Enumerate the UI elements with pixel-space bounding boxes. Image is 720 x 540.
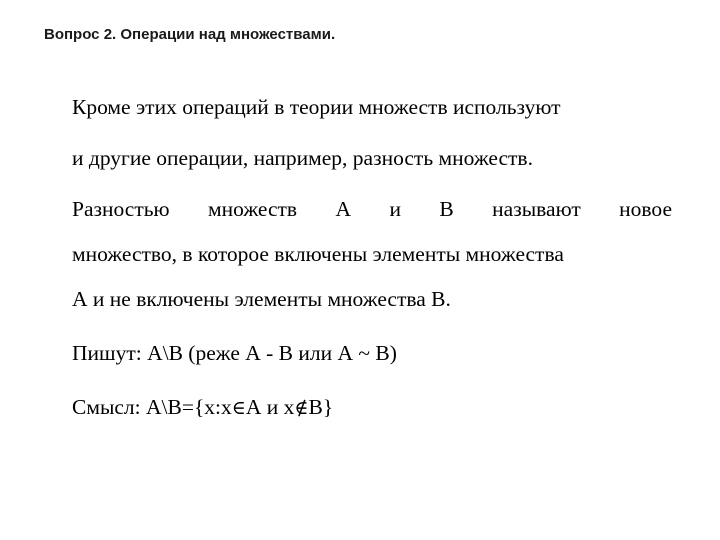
- word: новое: [619, 197, 672, 221]
- notation-line: Пишут: А\В (реже А - В или А ~ В): [72, 341, 397, 365]
- meaning-part-3: В}: [308, 395, 334, 419]
- word: и: [389, 197, 401, 221]
- paragraph-1-line-2: и другие операции, например, разность множеств.: [72, 146, 533, 170]
- word: называют: [492, 197, 581, 221]
- meaning-part-2: А и x: [245, 395, 295, 419]
- word: Разностью: [72, 197, 170, 221]
- meaning-part-1: Смысл: А\В={x:x: [72, 395, 232, 419]
- word: множеств: [208, 197, 298, 221]
- paragraph-1-line-1: Кроме этих операций в теории множеств используют: [72, 95, 561, 119]
- paragraph-2-line-3: А и не включены элементы множества В.: [72, 287, 451, 311]
- not-element-of-symbol: ∉: [294, 397, 309, 419]
- word: В: [439, 197, 454, 221]
- paragraph-2-line-2: множество, в которое включены элементы множества: [72, 242, 564, 266]
- meaning-line: [72, 394, 672, 421]
- word: А: [335, 197, 352, 221]
- slide-title: Вопрос 2. Операции над множествами.: [44, 26, 336, 43]
- element-of-symbol: ∈: [231, 397, 246, 419]
- paragraph-2-line-1: [72, 196, 672, 222]
